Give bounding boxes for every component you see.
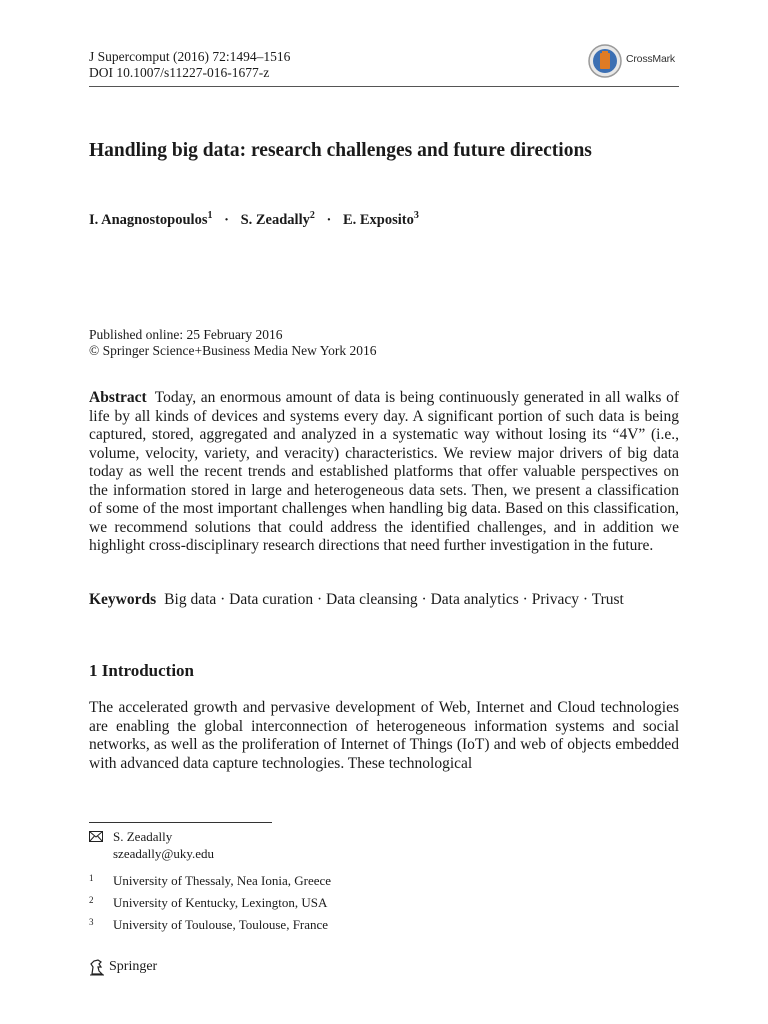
publisher-name: Springer (109, 959, 158, 974)
author-affiliation-ref[interactable]: 3 (413, 210, 419, 221)
affiliation-number: 2 (89, 895, 94, 905)
author-affiliation-ref[interactable]: 2 (309, 210, 315, 221)
publication-info (89, 327, 376, 359)
affiliation-number: 1 (89, 873, 94, 883)
crossmark-label: CrossMark (626, 53, 675, 65)
author-name: S. Zeadally (240, 211, 310, 228)
contact-email[interactable]: szeadally@uky.edu (113, 846, 215, 862)
corresponding-author (89, 829, 214, 862)
abstract-text: Today, an enormous amount of data is being continuously generated in all walks of life by all kinds of devices and systems every day. A significant portion of such data is being captured, stored, aggregated and analyzed in a systematic way without losing its “4V” (i.e., volume, velocity, variety, and veracity) characteristics. We review major drivers of big data today as well the recent trends and established platforms that offer valuable perspectives on the information stored in large and heterogeneous data sets. Then, we present a classification of some of the most important challenges when handling big data. Based on this classification, we recommend solutions that could address the identified challenges, and in addition we highlight cross-disciplinary research directions that need further investigation in the future. (89, 389, 679, 554)
keywords (89, 591, 679, 610)
affiliation-text: University of Kentucky, Lexington, USA (113, 895, 328, 910)
header-rule (89, 86, 679, 87)
author-affiliation-ref[interactable]: 1 (207, 210, 213, 221)
crossmark-icon (587, 43, 623, 79)
section-heading: 1 Introduction (89, 661, 195, 680)
affiliation-text: University of Toulouse, Toulouse, France (113, 917, 329, 932)
published-date: Published online: 25 February 2016 (89, 327, 283, 342)
abstract-label: Abstract (89, 389, 147, 406)
keywords-label: Keywords (89, 591, 157, 608)
author-name: E. Exposito (342, 211, 414, 228)
author-name: I. Anagnostopoulos (89, 211, 208, 228)
doi-line[interactable]: DOI 10.1007/s11227-016-1677-z (89, 65, 270, 80)
paper-title: Handling big data: research challenges and future directions (89, 140, 592, 161)
publisher-logo (89, 958, 157, 976)
springer-horse-icon (89, 958, 105, 976)
copyright-line: © Springer Science+Business Media New York 2016 (89, 343, 377, 358)
affiliation-text: University of Thessaly, Nea Ionia, Greece (113, 873, 332, 888)
envelope-icon (89, 830, 107, 846)
affiliation-item (89, 895, 327, 911)
author-list (89, 210, 419, 229)
footnote-rule (89, 822, 272, 823)
author-separator: · (224, 211, 229, 228)
affiliation-item (89, 917, 328, 933)
journal-citation (89, 49, 290, 81)
abstract (89, 389, 679, 556)
author-separator: · (326, 211, 332, 228)
keywords-text: Big data · Data curation · Data cleansing · Data analytics · Privacy · Trust (164, 591, 624, 608)
journal-line: J Supercomput (2016) 72:1494–1516 (89, 49, 291, 64)
contact-name: S. Zeadally (113, 829, 173, 844)
affiliation-number: 3 (89, 917, 94, 927)
introduction-text: The accelerated growth and pervasive development of Web, Internet and Cloud technologies are enabling the global interconnection of heterogeneous information systems and social networks, as well as the proliferation of Internet of Things (IoT) and web of objects embedded with advanced data capture technologies. These technological (89, 699, 679, 772)
crossmark-badge[interactable] (587, 43, 679, 77)
affiliation-item (89, 873, 331, 889)
